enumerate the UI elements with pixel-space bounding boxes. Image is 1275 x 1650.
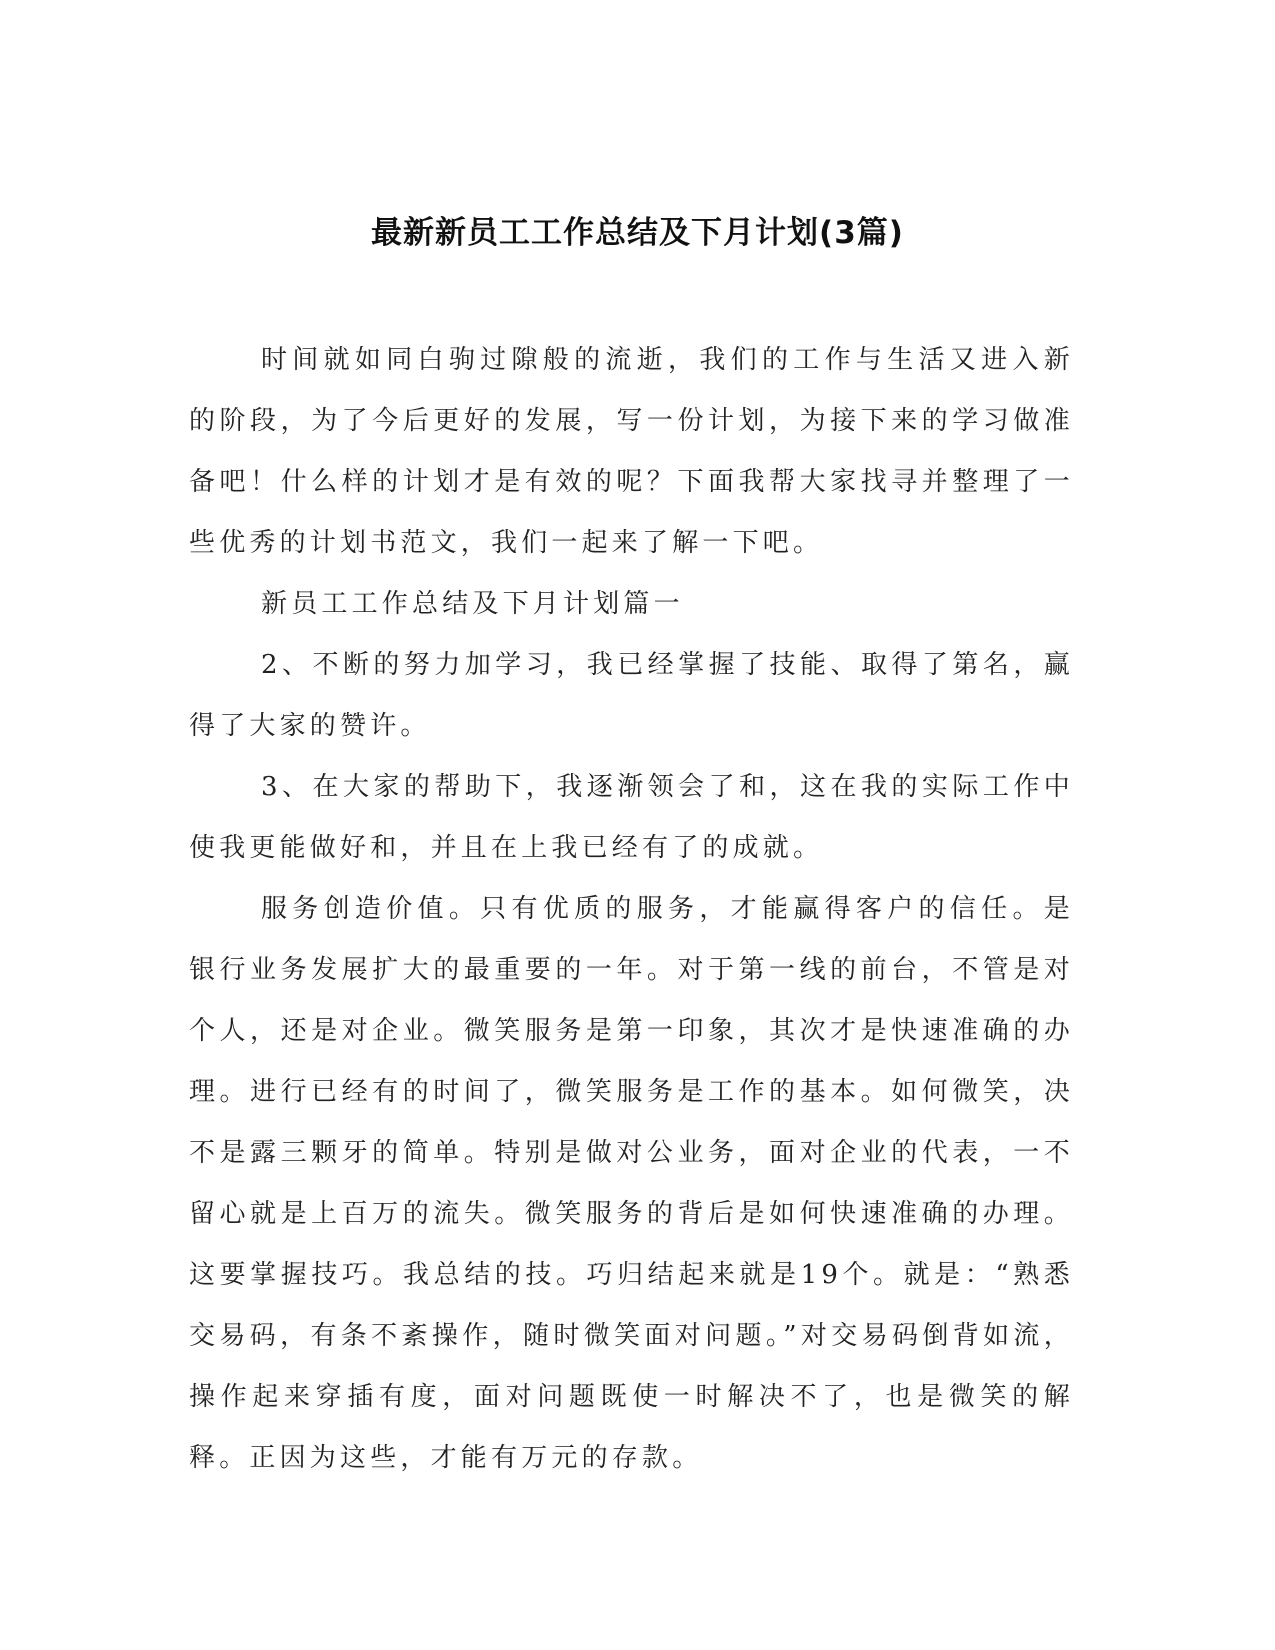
document-body: [189, 330, 1074, 1489]
paragraph-intro: 时间就如同白驹过隙般的流逝，我们的工作与生活又进入新的阶段，为了今后更好的发展，写一份计划，为接下来的学习做准备吧！什么样的计划才是有效的呢？下面我帮大家找寻并整理了一些优秀的计划书范文，我们一起来了解一下吧。: [189, 345, 1074, 558]
paragraph-item-2: 2、不断的努力加学习，我已经掌握了技能、取得了第名，赢得了大家的赞许。: [189, 650, 1074, 741]
document-title: 最新新员工工作总结及下月计划(3篇): [371, 215, 904, 251]
paragraph-item-3: 3、在大家的帮助下，我逐渐领会了和，这在我的实际工作中使我更能做好和，并且在上我已经有了的成就。: [189, 772, 1074, 863]
paragraph-service-value: 服务创造价值。只有优质的服务，才能赢得客户的信任。是银行业务发展扩大的最重要的一年。对于第一线的前台，不管是对个人，还是对企业。微笑服务是第一印象，其次才是快速准确的办理。进行已经有的时间了，微笑服务是工作的基本。如何微笑，决不是露三颗牙的简单。特别是做对公业务，面对企业的代表，一不留心就是上百万的流失。微笑服务的背后是如何快速准确的办理。这要掌握技巧。我总结的技。巧归结起来就是19个。就是：“熟悉交易码，有条不紊操作，随时微笑面对问题。”对交易码倒背如流，操作起来穿插有度，面对问题既使一时解决不了，也是微笑的解释。正因为这些，才能有万元的存款。: [189, 894, 1074, 1473]
section-heading-part-one: 新员工工作总结及下月计划篇一: [261, 589, 684, 619]
